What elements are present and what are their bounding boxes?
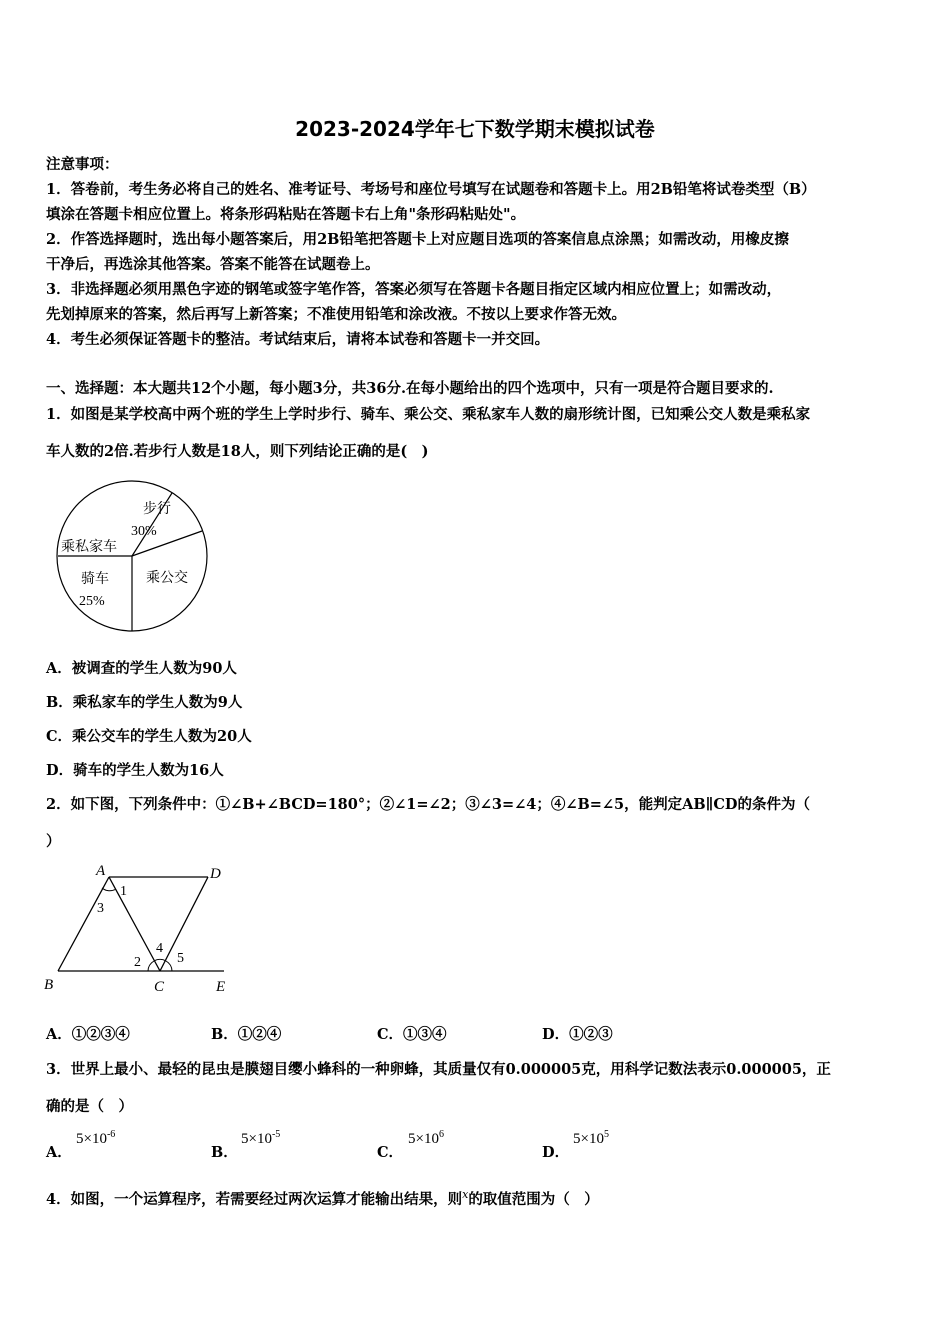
q3-option-d-label[interactable]: D．	[542, 1144, 570, 1161]
segment-ab	[58, 877, 109, 971]
q3-option-a-label[interactable]: A．	[46, 1144, 72, 1161]
angle-label-5: 5	[177, 951, 184, 966]
question-2-text: 2．如下图，下列条件中：①∠B+∠BCD=180°；②∠1=∠2；③∠3=∠4；④∠B=∠5，能判定AB∥CD的条件为（	[46, 796, 810, 813]
point-label-e: E	[216, 979, 226, 995]
q2-option-d[interactable]: D．①②③	[542, 1026, 613, 1043]
pie-label-walk: 步行	[143, 502, 171, 517]
q3-option-c-label[interactable]: C．	[377, 1144, 404, 1161]
segment-dc	[160, 877, 208, 971]
q1-option-a[interactable]: A．被调查的学生人数为90人	[46, 660, 237, 677]
sci-exponent: 5	[603, 1129, 609, 1140]
q3-option-b-value[interactable]	[241, 1129, 280, 1148]
q1-option-b[interactable]: B．乘私家车的学生人数为9人	[46, 694, 243, 711]
angle-arc-a	[102, 888, 116, 891]
section-heading: 一、选择题：本大题共12个小题，每小题3分，共36分.在每小题给出的四个选项中，只有一项是符合题目要求的.	[46, 380, 774, 397]
pie-value-walk: 30%	[131, 524, 157, 539]
q2-option-c[interactable]: C．①③④	[377, 1026, 447, 1043]
notes-line: 先划掉原来的答案，然后再写上新答案；不准使用铅笔和涂改液。不按以上要求作答无效。	[46, 306, 626, 323]
angle-arc-c	[148, 959, 172, 971]
angle-label-4: 4	[156, 941, 163, 956]
q1-option-c[interactable]: C．乘公交车的学生人数为20人	[46, 728, 252, 745]
point-label-b: B	[44, 977, 54, 993]
q3-option-b-label[interactable]: B．	[211, 1144, 238, 1161]
question-3-text-cont: 确的是（ ）	[46, 1098, 133, 1115]
pie-label-bike: 骑车	[81, 572, 109, 587]
sci-base: 5×10	[76, 1131, 107, 1147]
notes-line: 2．作答选择题时，选出每小题答案后，用2B铅笔把答题卡上对应题目选项的答案信息点涂黑；如需改动，用橡皮擦	[46, 231, 789, 248]
q3-option-d-value[interactable]	[573, 1129, 609, 1148]
q2-option-b[interactable]: B．①②④	[211, 1026, 282, 1043]
pie-label-bus: 乘公交	[146, 571, 188, 586]
sci-base: 5×10	[573, 1131, 604, 1147]
sci-exponent: -5	[271, 1129, 281, 1140]
notes-line: 填涂在答题卡相应位置上。将条形码粘贴在答题卡右上角"条形码粘贴处"。	[46, 206, 526, 223]
question-1-text: 1．如图是某学校高中两个班的学生上学时步行、骑车、乘公交、乘私家车人数的扇形统计图，已知乘公交人数是乘私家	[46, 406, 811, 423]
sci-base: 5×10	[241, 1131, 272, 1147]
geometry-figure	[40, 858, 240, 998]
q3-option-c-value[interactable]	[408, 1129, 444, 1148]
pie-value-bike: 25%	[79, 594, 105, 609]
notes-line: 干净后，再选涂其他答案。答案不能答在试题卷上。	[46, 256, 380, 273]
pie-label-car: 乘私家车	[61, 540, 117, 555]
question-3-text: 3．世界上最小、最轻的昆虫是膜翅目缨小蜂科的一种卵蜂，其质量仅有0.000005克，用科学记数法表示0.000005，正	[46, 1061, 831, 1078]
sci-exponent: 6	[438, 1129, 444, 1140]
point-label-a: A	[96, 863, 106, 879]
question-4-text	[46, 1188, 599, 1209]
angle-label-3: 3	[97, 901, 104, 916]
pie-chart	[50, 475, 215, 640]
question-4-suffix: 的取值范围为（ ）	[468, 1191, 599, 1208]
notes-line: 3．非选择题必须用黑色字迹的钢笔或签字笔作答，答案必须写在答题卡各题目指定区域内相应位置上；如需改动，	[46, 281, 782, 298]
sci-exponent: -6	[106, 1129, 116, 1140]
question-1-text-cont: 车人数的2倍.若步行人数是18人，则下列结论正确的是( )	[46, 443, 429, 460]
variable-x: x	[462, 1188, 469, 1202]
notes-line: 4．考生必须保证答题卡的整洁。考试结束后，请将本试卷和答题卡一并交回。	[46, 331, 550, 348]
notes-line: 1．答卷前，考生务必将自己的姓名、准考证号、考场号和座位号填写在试题卷和答题卡上。用2B铅笔将试卷类型（B）	[46, 181, 816, 198]
point-label-c: C	[154, 979, 165, 995]
angle-label-1: 1	[120, 884, 127, 899]
question-4-prefix: 4．如图，一个运算程序，若需要经过两次运算才能输出结果，则	[46, 1191, 463, 1208]
q1-option-d[interactable]: D．骑车的学生人数为16人	[46, 762, 224, 779]
page-title: 2023-2024学年七下数学期末模拟试卷	[295, 117, 655, 141]
sci-base: 5×10	[408, 1131, 439, 1147]
q3-option-a-value[interactable]	[76, 1129, 115, 1148]
point-label-d: D	[210, 866, 221, 882]
notes-heading: 注意事项：	[46, 156, 119, 173]
q2-option-a[interactable]: A．①②③④	[46, 1026, 130, 1043]
question-2-text-cont: ）	[46, 833, 61, 850]
angle-label-2: 2	[134, 955, 141, 970]
